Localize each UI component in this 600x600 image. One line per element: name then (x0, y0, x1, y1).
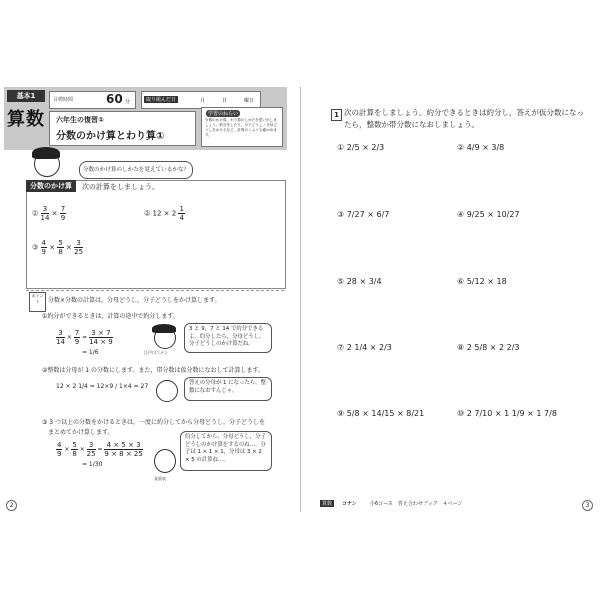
point-3-bubble: 約分してから，分母どうし，分子どうしのかけ算をするのね…。分子は 1 × 1 × 1，分母は 3 × 2 × 5 の計算ね…。 (180, 431, 272, 471)
left-page-number: 2 (6, 500, 17, 511)
point-3a: ③ 3 つ以上の分数をかけるときは，一度に約分してから分母どうし，分子どうしを (42, 419, 266, 426)
question-number: 1 (331, 109, 342, 121)
lesson-header (4, 87, 287, 150)
right-problem-3: ③ 7/27 × 6/7 (337, 210, 390, 219)
right-problem-7: ⑦ 2 1/4 × 2/3 (337, 343, 392, 352)
right-problem-1: ① 2/5 × 2/3 (337, 143, 385, 152)
right-problem-6: ⑥ 5/12 × 18 (457, 277, 507, 286)
learning-goal-box (201, 107, 283, 147)
date-day: 日 (222, 98, 228, 104)
right-instruction: 次の計算をしましょう。約分できるときは約分し，答えが仮分数になったら，整数か帯分数になおしましょう。 (344, 108, 584, 129)
page-fold (300, 87, 301, 512)
section-tag: 分数のかけ算 (26, 180, 76, 192)
goal-label: 学習のねらい (208, 111, 239, 117)
practice-section (26, 180, 286, 289)
right-problem-9: ⑨ 5/8 × 14/15 × 8/21 (337, 409, 425, 418)
point-1-expression: $\frac{3}{14}$ × $\frac{7}{9}$ = $\frac{3 \times 7}{14 \times 9}$ (56, 329, 113, 346)
footer-text: 小6コース 答え合わせブック ４ページ (370, 501, 463, 507)
char1-name: 江戸川コナン (144, 350, 168, 355)
right-problem-4: ④ 9/25 × 10/27 (457, 210, 520, 219)
lesson-title-box (49, 111, 196, 146)
target-time-box (49, 91, 136, 109)
time-label: 目標時間 (53, 97, 74, 103)
left-problem-2: ② 12 × 2 $\frac{1}{4}$ (144, 205, 184, 222)
section-instruction: 次の計算をしましょう。 (82, 183, 159, 191)
level-badge: 基本1 (7, 90, 45, 102)
point-3b: まとめてかけ算します。 (48, 429, 114, 436)
conan-hair-icon (32, 147, 60, 159)
goal-text: 分数のかけ算、わり算のしかたを思い出しましょう。約分をしたり、分子どうし・分母どうしをかけるなど、計算のくふうも確かめます。 (205, 118, 277, 137)
right-problem-8: ⑧ 2 5/8 × 2 2/3 (457, 343, 520, 352)
date-month: 月 (200, 98, 206, 104)
point-1: ①約分ができるときは，計算の途中で約分します。 (42, 313, 179, 320)
footer-subject: 算数 (322, 501, 333, 507)
point-2: ②整数は分母が 1 の分数にします。また，帯分数は仮分数になおして計算します。 (42, 367, 265, 374)
point-3-result: = 1/30 (82, 461, 103, 468)
point-2-expression: 12 × 2 1/4 = 12×9 / 1×4 = 27 (56, 383, 149, 390)
lesson-subtitle: 六年生の復習① (56, 116, 104, 124)
subject-title: 算数 (7, 109, 45, 130)
point-1-result: = 1/6 (82, 349, 99, 356)
point-lead: 分数×分数の計算は，分母どうし，分子どうしをかけ算します。 (48, 297, 221, 304)
left-problem-3: ③ $\frac{4}{9}$ × $\frac{5}{8}$ × $\frac{3}{25}$ (32, 239, 84, 256)
intro-speech-bubble: 分数のかけ算のしかたを覚えているかな？ (79, 161, 193, 179)
date-weekday: 曜日 (244, 98, 255, 104)
conan-small-hair-icon (152, 324, 176, 333)
left-problem-1: ① $\frac{3}{14}$ × $\frac{7}{9}$ (32, 205, 66, 222)
point-3-expression: $\frac{4}{9}$ × $\frac{5}{8}$ × $\frac{3}{25}$ = $\frac{4 \times 5 \times 3}{9 \times 8 \times 25}$ (57, 441, 143, 458)
date-label: 取り組んだ日 (146, 97, 177, 103)
right-problem-10: ⑩ 2 7/10 × 1 1/9 × 1 7/8 (457, 409, 557, 418)
point-tag: ポイント (29, 292, 46, 312)
lesson-title: 分数のかけ算とわり算① (56, 131, 165, 142)
point-1-bubble: 3 と 9，7 と 14 で約分できるよ。約分したら，分母どうし，分子どうしのかけ算だね。 (184, 323, 272, 353)
right-problem-5: ⑤ 28 × 3/4 (337, 277, 382, 286)
haibara-character-icon (154, 449, 176, 473)
right-problem-2: ② 4/9 × 3/8 (457, 143, 505, 152)
footer-brand: コナン (342, 501, 357, 507)
professor-character-icon (156, 380, 178, 402)
time-unit: 分 (125, 99, 131, 105)
time-value: 60 (106, 92, 123, 106)
char3-name: 灰原哀 (154, 476, 166, 481)
point-2-bubble: 答えの分母が 1 になったら，整数になおすんじゃ。 (184, 377, 272, 401)
right-page-number: 3 (582, 500, 593, 511)
workbook-spread (4, 87, 596, 512)
